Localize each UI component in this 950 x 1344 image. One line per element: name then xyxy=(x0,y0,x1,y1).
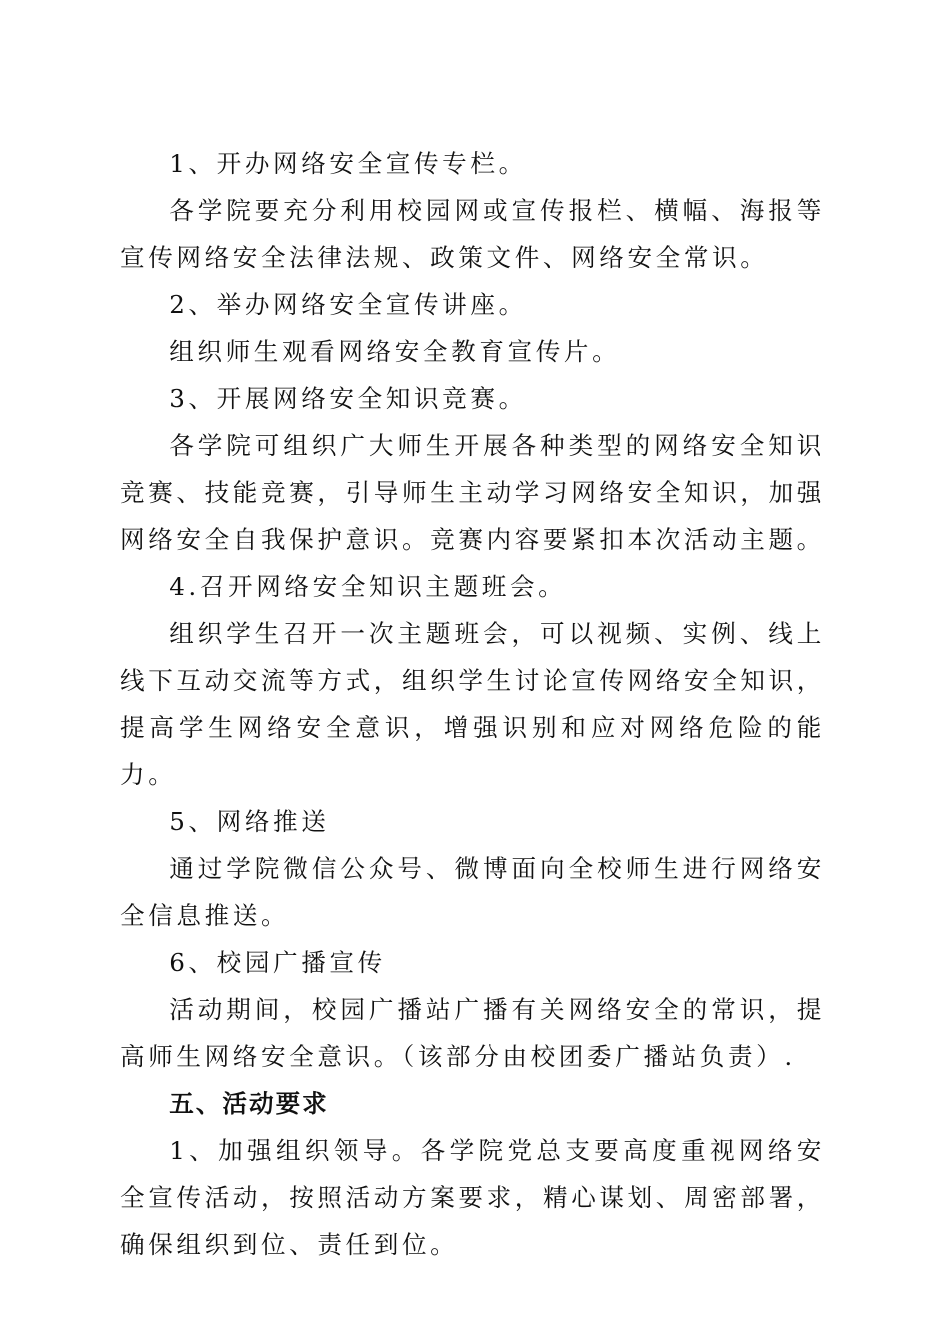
item-1-body: 各学院要充分利用校园网或宣传报栏、横幅、海报等宣传网络安全法律法规、政策文件、网络安全常识。 xyxy=(120,196,825,272)
item-4-body: 组织学生召开一次主题班会，可以视频、实例、线上线下互动交流等方式，组织学生讨论宣传网络安全知识，提高学生网络安全意识，增强识别和应对网络危险的能力。 xyxy=(120,619,825,789)
document-body xyxy=(120,140,825,1268)
item-3-title: 3、开展网络安全知识竞赛。 xyxy=(169,384,527,413)
item-2-body: 组织师生观看网络安全教育宣传片。 xyxy=(169,337,621,366)
item-6-body: 活动期间，校园广播站广播有关网络安全的常识，提高师生网络安全意识。（该部分由校团委广播站负责）. xyxy=(120,995,825,1071)
item-3-body: 各学院可组织广大师生开展各种类型的网络安全知识竞赛、技能竞赛，引导师生主动学习网络安全知识，加强网络安全自我保护意识。竞赛内容要紧扣本次活动主题。 xyxy=(120,431,825,554)
section-heading: 五、活动要求 xyxy=(169,1089,329,1118)
item-5-title: 5、网络推送 xyxy=(169,807,330,836)
item-5-body: 通过学院微信公众号、微博面向全校师生进行网络安全信息推送。 xyxy=(120,854,825,930)
requirement-1: 1、加强组织领导。各学院党总支要高度重视网络安全宣传活动，按照活动方案要求，精心谋划、周密部署，确保组织到位、责任到位。 xyxy=(120,1136,825,1259)
item-2-title: 2、举办网络安全宣传讲座。 xyxy=(169,290,527,319)
item-6-title: 6、校园广播宣传 xyxy=(169,948,386,977)
item-4-title: 4.召开网络安全知识主题班会。 xyxy=(169,572,567,601)
item-1-title: 1、开办网络安全宣传专栏。 xyxy=(169,149,527,178)
